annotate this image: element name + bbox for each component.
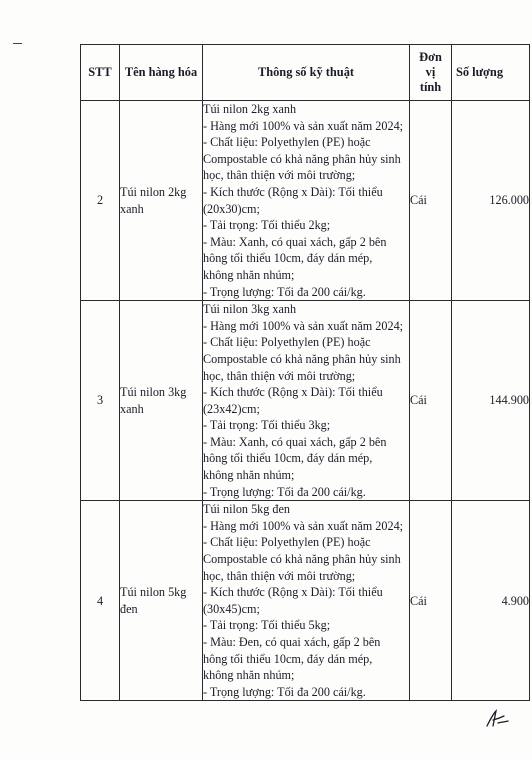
spec-line: - Trọng lượng: Tối đa 200 cái/kg. xyxy=(203,284,366,299)
spec-line: - Màu: Đen, có quai xách, gấp 2 bên xyxy=(203,635,381,649)
row-quantity: 126.000 xyxy=(452,101,530,301)
row-spec xyxy=(203,301,410,501)
spec-line: hông tối thiểu 10cm, đáy dán mép, xyxy=(203,251,373,266)
spec-line: - Hàng mới 100% và sản xuất năm 2024; xyxy=(203,318,404,333)
spec-line: - Tải trọng: Tối thiểu 3kg; xyxy=(203,418,331,433)
spec-line: Túi nilon 5kg đen xyxy=(203,502,290,517)
spec-line: - Kích thước (Rộng x Dài): Tối thiểu xyxy=(203,385,383,400)
header-unit-line-1: Đơn xyxy=(419,50,442,64)
table-header-row xyxy=(81,45,530,101)
margin-mark xyxy=(13,43,22,44)
row-stt: 3 xyxy=(81,301,120,501)
header-spec: Thông số kỹ thuật xyxy=(203,45,410,101)
spec-line: không nhăn nhúm; xyxy=(203,267,295,282)
spec-line: học, thân thiện với môi trường; xyxy=(203,568,356,583)
spec-line: - Màu: Xanh, có quai xách, gấp 2 bên xyxy=(203,434,387,449)
header-name: Tên hàng hóa xyxy=(120,45,203,101)
spec-line: hông tối thiểu 10cm, đáy dán mép, xyxy=(203,651,373,666)
row-item-name: Túi nilon 5kg đen xyxy=(120,501,203,701)
row-stt: 4 xyxy=(81,501,120,701)
spec-line: - Màu: Xanh, có quai xách, gấp 2 bên xyxy=(203,234,387,249)
row-unit: Cái xyxy=(410,301,452,501)
row-stt: 2 xyxy=(81,101,120,301)
spec-line: không nhăn nhúm; xyxy=(203,468,295,483)
spec-line: không nhăn nhúm; xyxy=(203,668,295,683)
row-unit: Cái xyxy=(410,501,452,701)
spec-line: Compostable có khả năng phân hủy sinh xyxy=(203,552,401,567)
spec-line: - Trọng lượng: Tối đa 200 cái/kg. xyxy=(203,684,366,699)
row-item-name: Túi nilon 3kg xanh xyxy=(120,301,203,501)
spec-line: - Tải trọng: Tối thiểu 2kg; xyxy=(203,218,331,233)
table-row xyxy=(81,501,530,701)
spec-line: - Kích thước (Rộng x Dài): Tối thiểu xyxy=(203,585,383,600)
header-unit-line-3: tính xyxy=(419,80,442,94)
spec-line: (23x42)cm; xyxy=(203,401,260,416)
row-unit: Cái xyxy=(410,101,452,301)
spec-line: (30x45)cm; xyxy=(203,601,260,616)
spec-line: - Chất liệu: Polyethylen (PE) hoặc xyxy=(203,135,371,150)
header-unit xyxy=(410,45,452,101)
spec-line: Túi nilon 3kg xanh xyxy=(203,302,297,317)
spec-line: - Kích thước (Rộng x Dài): Tối thiểu xyxy=(203,184,383,199)
header-stt: STT xyxy=(81,45,120,101)
header-unit-line-2: vị xyxy=(425,65,436,79)
spec-line: - Chất liệu: Polyethylen (PE) hoặc xyxy=(203,535,371,550)
row-item-name: Túi nilon 2kg xanh xyxy=(120,101,203,301)
spec-line: - Hàng mới 100% và sản xuất năm 2024; xyxy=(203,118,404,133)
goods-spec-table xyxy=(80,44,530,701)
spec-line: học, thân thiện với môi trường; xyxy=(203,168,356,183)
spec-line: - Chất liệu: Polyethylen (PE) hoặc xyxy=(203,335,371,350)
spec-line: Túi nilon 2kg xanh xyxy=(203,102,297,116)
spec-line: học, thân thiện với môi trường; xyxy=(203,368,356,383)
spec-line: (20x30)cm; xyxy=(203,201,260,216)
spec-line: - Tải trọng: Tối thiểu 5kg; xyxy=(203,618,331,633)
spec-line: Compostable có khả năng phân hủy sinh xyxy=(203,151,401,166)
spec-line: - Trọng lượng: Tối đa 200 cái/kg. xyxy=(203,484,366,499)
spec-line: Compostable có khả năng phân hủy sinh xyxy=(203,351,401,366)
row-quantity: 4.900 xyxy=(452,501,530,701)
row-spec xyxy=(203,101,410,301)
signature-icon xyxy=(484,708,510,730)
spec-line: - Hàng mới 100% và sản xuất năm 2024; xyxy=(203,518,404,533)
table-row xyxy=(81,101,530,301)
row-quantity: 144.900 xyxy=(452,301,530,501)
table-row xyxy=(81,301,530,501)
row-spec xyxy=(203,501,410,701)
header-qty: Số lượng xyxy=(452,45,530,101)
spec-line: hông tối thiểu 10cm, đáy dán mép, xyxy=(203,451,373,466)
